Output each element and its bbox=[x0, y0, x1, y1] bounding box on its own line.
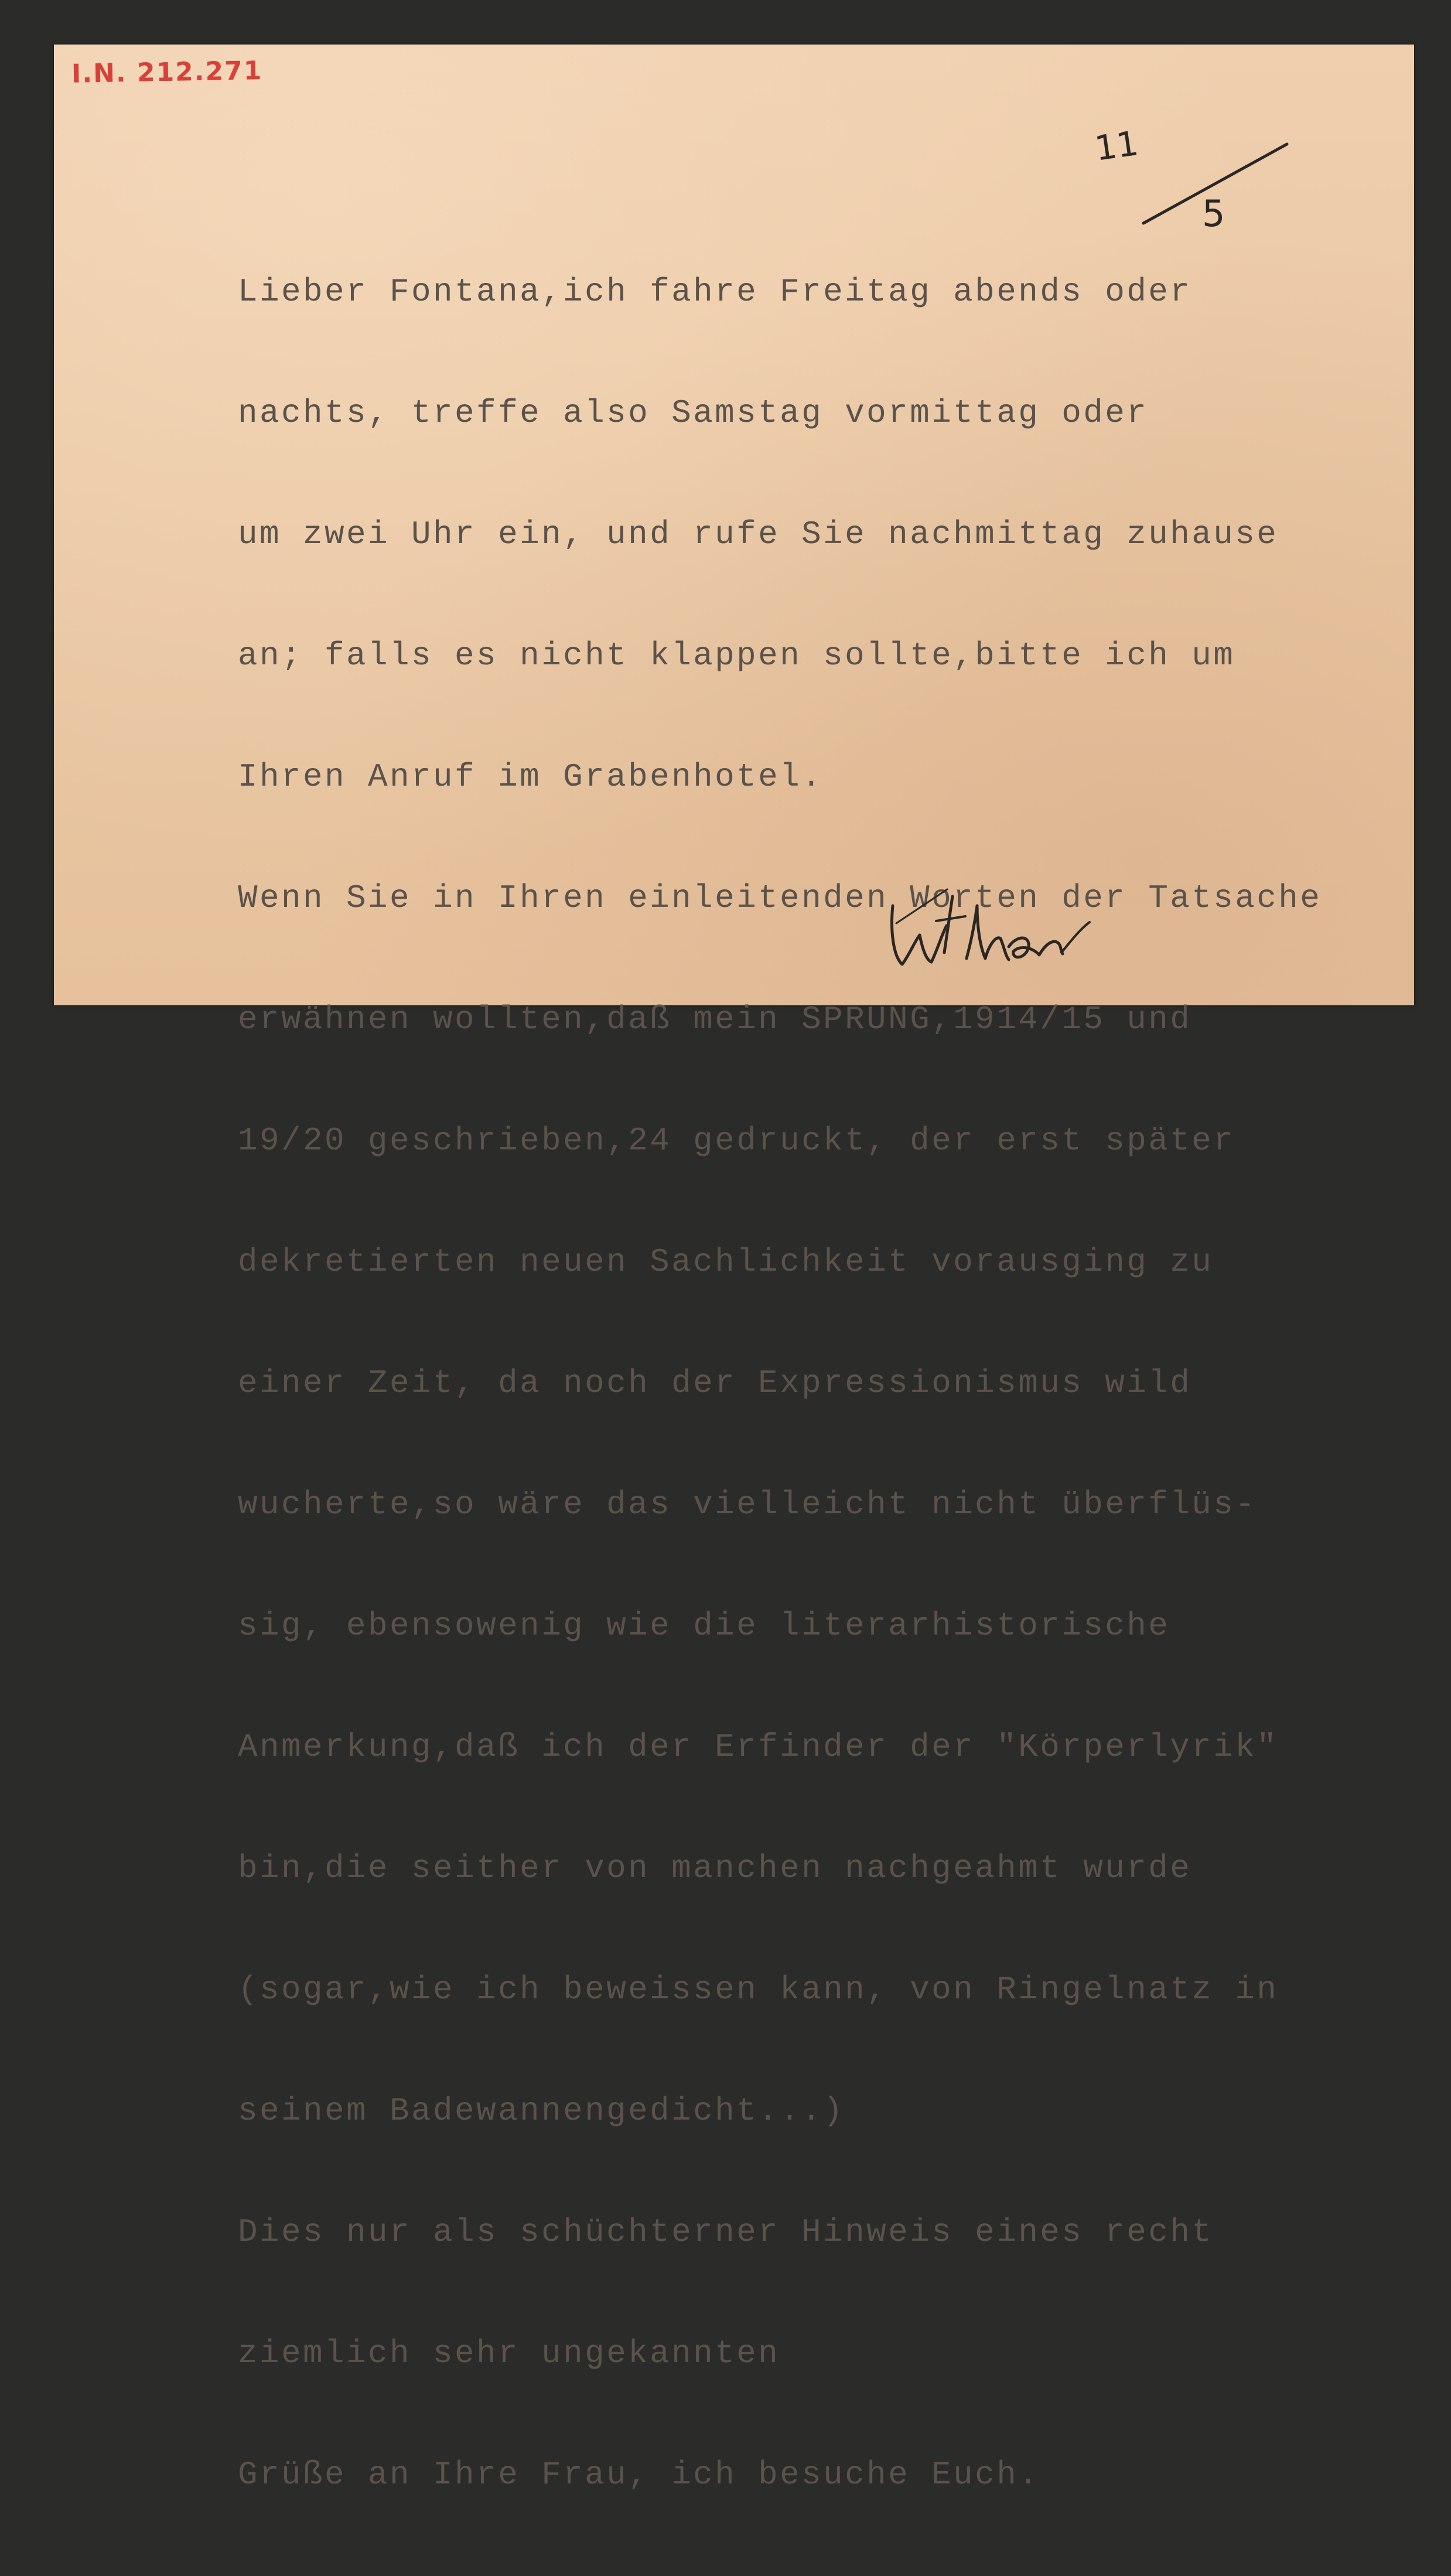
letter-line: bin,die seither von manchen nachgeahmt wurde bbox=[238, 1850, 1192, 1887]
handwritten-signature bbox=[827, 847, 1097, 999]
letter-line: erwähnen wollten,daß mein SPRUNG,1914/15 und bbox=[238, 1001, 1192, 1038]
letter-line: um zwei Uhr ein, und rufe Sie nachmittag zuhause bbox=[238, 516, 1279, 553]
letter-line: Anmerkung,daß ich der Erfinder der "Körperlyrik" bbox=[238, 1728, 1279, 1766]
letter-line: sig, ebensowenig wie die literarhistorische bbox=[238, 1607, 1170, 1644]
postcard bbox=[54, 45, 1414, 2493]
page-mark-bottom: 5 bbox=[1202, 192, 1225, 235]
letter-line: Ihren Anruf im Grabenhotel. bbox=[238, 758, 824, 796]
letter-line: dekretierten neuen Sachlichkeit vorausging zu bbox=[238, 1243, 1214, 1281]
letter-body bbox=[238, 191, 1409, 2576]
letter-line: Grüße an Ihre Frau, ich besuche Euch. bbox=[238, 2456, 1040, 2493]
letter-line: ziemlich sehr ungekannten bbox=[238, 2335, 780, 2372]
letter-line: Dies nur als schüchterner Hinweis eines recht bbox=[238, 2213, 1214, 2251]
letter-line: Lieber Fontana,ich fahre Freitag abends oder bbox=[238, 273, 1192, 311]
page-mark-top: 11 bbox=[1092, 123, 1141, 169]
letter-line: einer Zeit, da noch der Expressionismus wild bbox=[238, 1364, 1192, 1402]
letter-line: seinem Badewannengedicht...) bbox=[238, 2092, 845, 2130]
letter-line: nachts, treffe also Samstag vormittag oder bbox=[238, 394, 1149, 432]
letter-line: (sogar,wie ich beweissen kann, von Ringelnatz in bbox=[238, 1971, 1279, 2008]
letter-line: wucherte,so wäre das vielleicht nicht überflüs- bbox=[238, 1486, 1257, 1523]
letter-line: Wenn Sie in Ihren einleitenden Worten der Tatsache bbox=[238, 879, 1322, 917]
letter-line: an; falls es nicht klappen sollte,bitte ich um bbox=[238, 637, 1235, 674]
inventory-number: I.N. 212.271 bbox=[71, 56, 263, 89]
letter-line: 19/20 geschrieben,24 gedruckt, der erst später bbox=[238, 1122, 1235, 1159]
